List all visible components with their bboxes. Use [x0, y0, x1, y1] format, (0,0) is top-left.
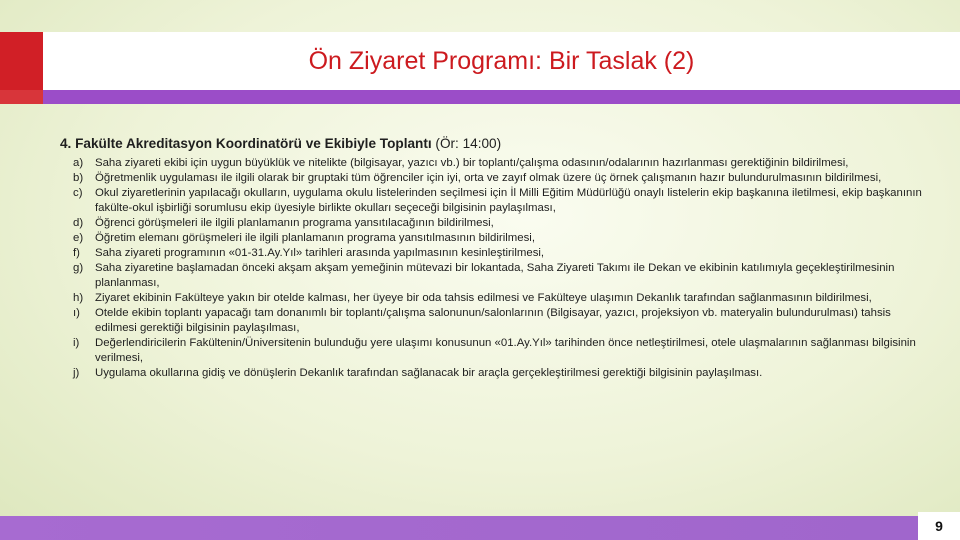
list-item-letter: j): [73, 367, 80, 379]
list-item-letter: d): [73, 217, 84, 229]
page-number: 9: [935, 518, 943, 534]
list-item-letter: a): [73, 157, 84, 169]
list-item-text: Saha ziyareti programının «01-31.Ay.Yıl» tarihleri arasında yapılmasının kesinleştirilmesi,: [95, 247, 545, 259]
list-item-text: Saha ziyareti ekibi için uygun büyüklük ve nitelikte (bilgisayar, yazıcı vb.) bir toplantı/çalışma odasının/odalarının hazırlanması gerektiğinin bildirilmesi,: [95, 157, 849, 169]
list-item: [73, 186, 930, 216]
section-heading: [60, 136, 930, 151]
list-item-letter: ı): [73, 307, 80, 319]
section-heading-text: 4. Fakülte Akreditasyon Koordinatörü ve Ekibiyle Toplantı: [60, 136, 432, 151]
list-item-text: Okul ziyaretlerinin yapılacağı okulların, uygulama okulu listelerinden seçilmesi için İl Milli Eğitim Müdürlüğü onaylı listelerin ekip başkanına iletilmesi, ekip başkanının fakülte-okul işbirliği sorumlusu ekip üyesiyle birlikte okulları seçeceği bilgisinin paylaşılması,: [95, 187, 922, 214]
list-item-letter: b): [73, 172, 84, 184]
list-item-text: Öğretmenlik uygulaması ile ilgili olarak bir gruptaki tüm öğrenciler için iyi, orta ve zayıf olmak üzere üç örnek çalışmanın hazır bulundurulmasının bildirilmesi,: [95, 172, 882, 184]
list-item-letter: f): [73, 247, 80, 259]
red-accent-strip: [0, 90, 43, 104]
list-item-letter: g): [73, 262, 84, 274]
list-item: [73, 366, 930, 381]
red-accent-block: [0, 32, 43, 90]
list-item: [73, 231, 930, 246]
purple-divider-bar: [43, 90, 960, 104]
list-item: [73, 291, 930, 306]
list-item-text: Değerlendiricilerin Fakültenin/Üniversitenin bulunduğu yere ulaşımı konusunun «01.Ay.Yıl» tarihinden önce netleştirilmesi, otele ulaşmalarının sağlanması bilgisinin verilmesi,: [95, 337, 916, 364]
list-item: [73, 261, 930, 291]
page-number-box: [918, 512, 960, 540]
footer-bar: [0, 516, 918, 540]
list-item: [73, 171, 930, 186]
list-item: [73, 336, 930, 366]
list-item: [73, 306, 930, 336]
slide-content: [60, 136, 930, 381]
list-item-text: Ziyaret ekibinin Fakülteye yakın bir otelde kalması, her üyeye bir oda tahsis edilmesi ve Fakülteye ulaşımın Dekanlık tarafından sağlanmasının bildirilmesi,: [95, 292, 872, 304]
list-item-letter: h): [73, 292, 84, 304]
list-item-text: Öğretim elemanı görüşmeleri ile ilgili planlamanın programa yansıtılmasının bildirilmesi,: [95, 232, 535, 244]
slide-title: Ön Ziyaret Programı: Bir Taslak (2): [308, 46, 695, 75]
list-item-text: Otelde ekibin toplantı yapacağı tam donanımlı bir toplantı/çalışma salonunun/salonlarının (Bilgisayar, yazıcı, projeksiyon vb. materyalin bulundurulması) tahsis edilmesi gerektiği bilgisinin paylaşılması,: [95, 307, 891, 334]
list-item-letter: c): [73, 187, 83, 199]
list-item-text: Saha ziyaretine başlamadan önceki akşam akşam yemeğinin mütevazi bir lokantada, Saha Ziyareti Takımı ile Dekan ve ekibinin katılımıyla geçekleştirilmesinin planlanması,: [95, 262, 895, 289]
agenda-list: [60, 156, 930, 381]
list-item: [73, 156, 930, 171]
list-item-letter: i): [73, 337, 80, 349]
list-item-text: Uygulama okullarına gidiş ve dönüşlerin Dekanlık tarafından sağlanacak bir araçla gerçekleştirilmesi gerektiği bilgisinin paylaşılması.: [95, 367, 763, 379]
section-heading-time: (Ör: 14:00): [435, 136, 502, 151]
list-item: [73, 216, 930, 231]
list-item-text: Öğrenci görüşmeleri ile ilgili planlamanın programa yansıtılacağının bildirilmesi,: [95, 217, 494, 229]
list-item-letter: e): [73, 232, 84, 244]
list-item: [73, 246, 930, 261]
